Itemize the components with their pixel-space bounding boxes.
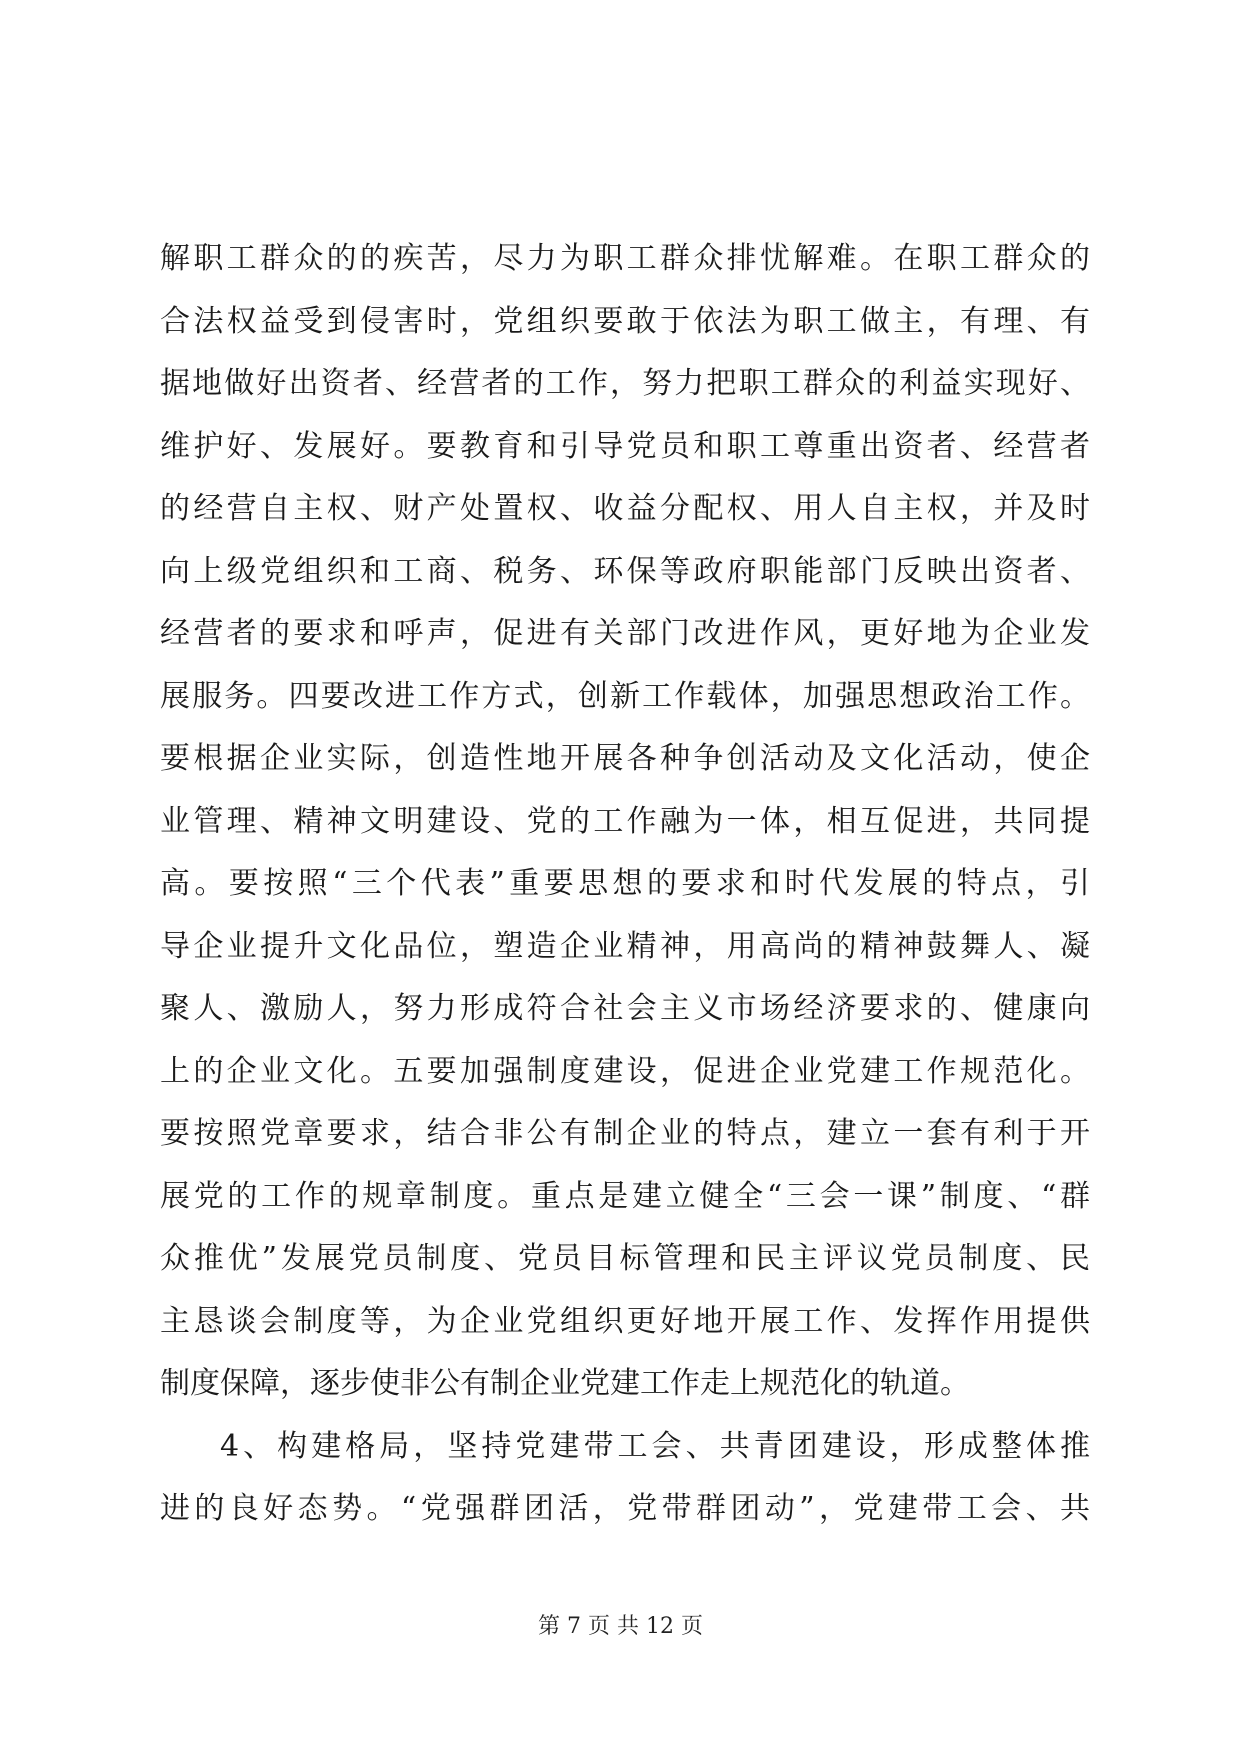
- text-line: 展服务。四要改进工作方式，创新工作载体，加强思想政治工作。: [160, 678, 1090, 714]
- text-line: 业管理、精神文明建设、党的工作融为一体，相互促进，共同提: [160, 803, 1090, 839]
- paragraph-start-line: 4、构建格局，坚持党建带工会、共青团建设，形成整体推: [220, 1428, 1090, 1464]
- text-line: 的经营自主权、财产处置权、收益分配权、用人自主权，并及时: [160, 491, 1090, 526]
- text-line: 向上级党组织和工商、税务、环保等政府职能部门反映出资者、: [160, 553, 1090, 589]
- text-line: 导企业提升文化品位，塑造企业精神，用高尚的精神鼓舞人、凝: [160, 928, 1090, 964]
- text-line: 上的企业文化。五要加强制度建设，促进企业党建工作规范化。: [160, 1053, 1090, 1089]
- text-line: 维护好、发展好。要教育和引导党员和职工尊重出资者、经营者: [160, 428, 1090, 464]
- text-line: 主恳谈会制度等，为企业党组织更好地开展工作、发挥作用提供: [160, 1303, 1090, 1339]
- text-line: 要按照党章要求，结合非公有制企业的特点，建立一套有利于开: [160, 1116, 1090, 1151]
- text-line: 合法权益受到侵害时，党组织要敢于依法为职工做主，有理、有: [160, 303, 1090, 339]
- text-line: 据地做好出资者、经营者的工作，努力把职工群众的利益实现好、: [160, 366, 1090, 401]
- text-line: 展党的工作的规章制度。重点是建立健全“三会一课”制度、“群: [160, 1178, 1090, 1214]
- text-line: 众推优”发展党员制度、党员目标管理和民主评议党员制度、民: [160, 1241, 1090, 1276]
- text-line: 要根据企业实际，创造性地开展各种争创活动及文化活动，使企: [160, 741, 1090, 776]
- text-line: 制度保障，逐步使非公有制企业党建工作走上规范化的轨道。: [160, 1366, 970, 1401]
- text-line: 高。要按照“三个代表”重要思想的要求和时代发展的特点，引: [160, 866, 1090, 901]
- text-line: 聚人、激励人，努力形成符合社会主义市场经济要求的、健康向: [160, 991, 1090, 1026]
- page-footer: 第 7 页 共 12 页: [538, 1614, 703, 1639]
- body-text: [160, 228, 1090, 1541]
- text-line: 解职工群众的的疾苦，尽力为职工群众排忧解难。在职工群众的: [160, 241, 1090, 276]
- text-line: 经营者的要求和呼声，促进有关部门改进作风，更好地为企业发: [160, 616, 1090, 651]
- text-line: 进的良好态势。“党强群团活，党带群团动”，党建带工会、共: [160, 1491, 1090, 1526]
